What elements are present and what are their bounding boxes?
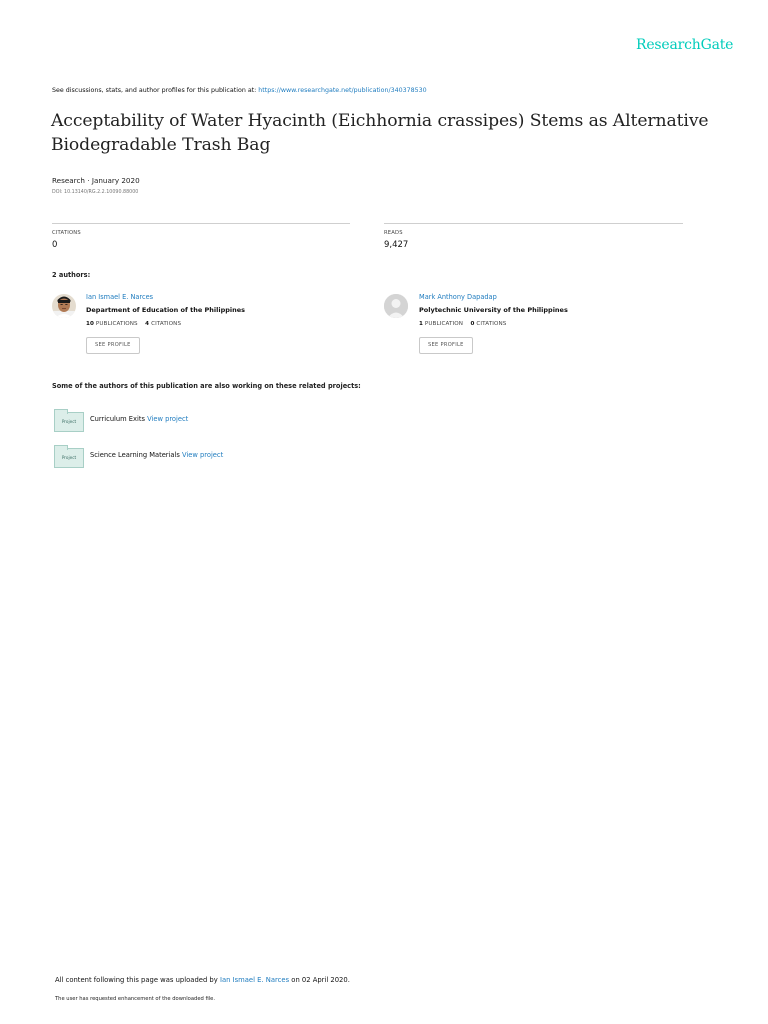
author-publications-label: PUBLICATION (424, 321, 464, 327)
publication-url-link[interactable]: https://www.researchgate.net/publication/340378530 (258, 87, 427, 94)
reads-label: READS (384, 230, 403, 236)
project-name: Science Learning Materials (90, 451, 180, 459)
upload-suffix: on 02 April 2020. (291, 976, 350, 984)
author-citations-label: CITATIONS (476, 321, 507, 327)
publication-doi: DOI: 10.13140/RG.2.2.10090.88000 (52, 190, 139, 195)
discussion-line (52, 87, 427, 94)
author-name-link[interactable]: Mark Anthony Dapadap (419, 293, 497, 301)
author-avatar-photo[interactable] (52, 294, 76, 318)
researchgate-logo[interactable]: ResearchGate (636, 37, 734, 53)
author-name-link[interactable]: Ian Ismael E. Narces (86, 293, 154, 301)
authors-heading: 2 authors: (52, 271, 91, 279)
upload-note (55, 976, 350, 984)
person-photo-icon (52, 294, 76, 318)
citations-divider (52, 223, 350, 224)
publication-meta: Research · January 2020 (52, 176, 140, 185)
project-name: Curriculum Exits (90, 415, 145, 423)
author-publications-label: PUBLICATIONS (95, 321, 138, 327)
author-publications-count: 1 (419, 321, 423, 327)
author-institution: Department of Education of the Philippines (86, 306, 246, 314)
author-avatar-placeholder[interactable] (384, 294, 408, 318)
project-folder-icon: Project (54, 448, 84, 468)
project-item (90, 415, 188, 423)
citations-label: CITATIONS (52, 230, 81, 236)
upload-prefix: All content following this page was uploaded by (55, 976, 218, 984)
discussion-prefix: See discussions, stats, and author profiles for this publication at: (52, 87, 257, 94)
user-placeholder-icon (384, 294, 408, 318)
see-profile-button[interactable]: SEE PROFILE (419, 337, 473, 354)
author-stats (419, 321, 506, 327)
view-project-link[interactable]: View project (182, 451, 224, 459)
author-citations-count: 4 (145, 321, 150, 327)
project-folder-icon: Project (54, 412, 84, 432)
author-publications-count: 10 (86, 321, 94, 327)
author-citations-label: CITATIONS (151, 321, 182, 327)
reads-divider (384, 223, 683, 224)
author-stats (86, 321, 181, 327)
project-item (90, 451, 223, 459)
see-profile-button[interactable]: SEE PROFILE (86, 337, 140, 354)
enhancement-note: The user has requested enhancement of the downloaded file. (55, 996, 216, 1002)
related-projects-heading: Some of the authors of this publication are also working on these related projects: (52, 382, 361, 390)
reads-value: 9,427 (384, 240, 409, 250)
citations-value: 0 (52, 240, 58, 250)
publication-title: Acceptability of Water Hyacinth (Eichhornia crassipes) Stems as Alternative Biodegradable Trash Bag (51, 111, 709, 155)
view-project-link[interactable]: View project (147, 415, 189, 423)
author-institution: Polytechnic University of the Philippines (419, 306, 568, 314)
author-citations-count: 0 (470, 321, 475, 327)
uploader-link[interactable]: Ian Ismael E. Narces (219, 976, 290, 984)
